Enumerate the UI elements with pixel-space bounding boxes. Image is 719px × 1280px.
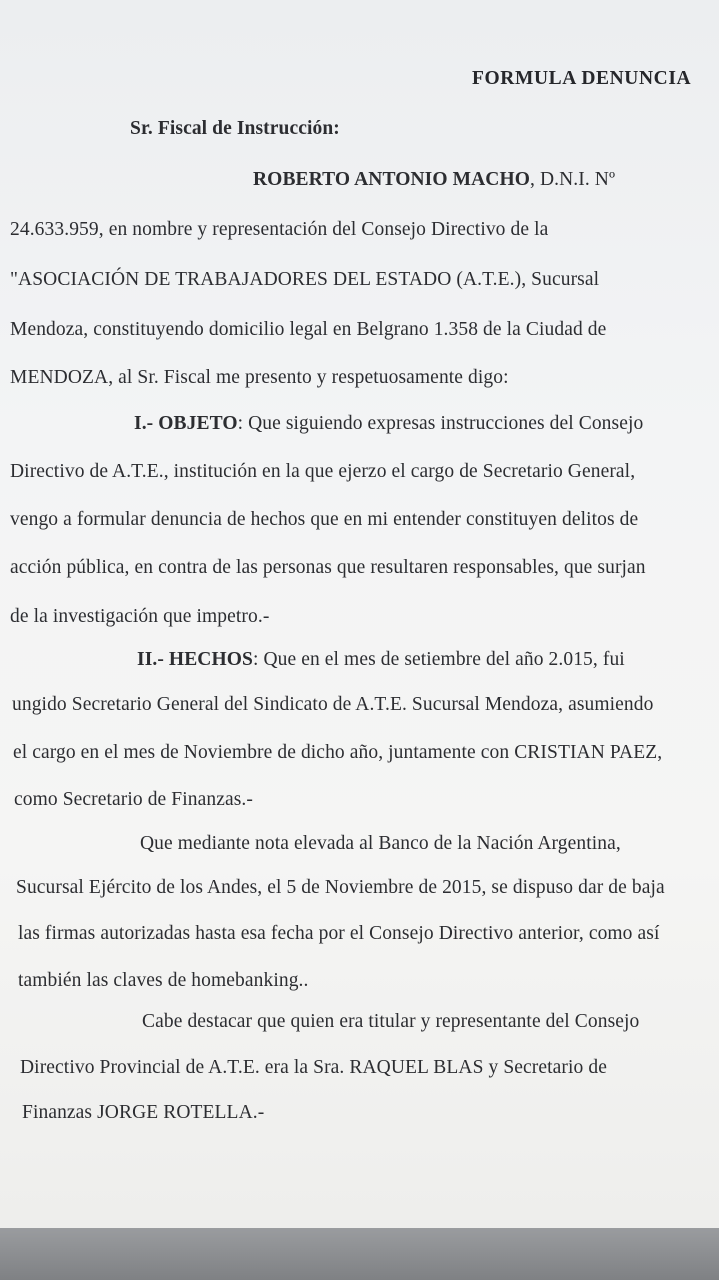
- section-hechos-line: ungido Secretario General del Sindicato de A.T.E. Sucursal Mendoza, asumiendo: [12, 694, 654, 715]
- complainant-name: ROBERTO ANTONIO MACHO: [253, 169, 530, 190]
- paragraph-titular-line: Cabe destacar que quien era titular y representante del Consejo: [142, 1011, 640, 1032]
- paragraph-titular-line: Finanzas JORGE ROTELLA.-: [22, 1102, 265, 1123]
- intro-first-line: [253, 168, 615, 192]
- section-objeto-first-line: [134, 412, 643, 436]
- document-title: FORMULA DENUNCIA: [472, 68, 692, 89]
- intro-line: 24.633.959, en nombre y representación del Consejo Directivo de la: [10, 219, 549, 240]
- section-hechos-text: : Que en el mes de setiembre del año 2.015, fui: [252, 649, 625, 670]
- section-objeto-line: de la investigación que impetro.-: [10, 606, 270, 627]
- section-objeto-line: acción pública, en contra de las personas que resultaren responsables, que surjan: [10, 557, 646, 578]
- intro-line: MENDOZA, al Sr. Fiscal me presento y respetuosamente digo:: [10, 367, 509, 388]
- section-objeto-text: : Que siguiendo expresas instrucciones del Consejo: [237, 413, 644, 434]
- intro-line: "ASOCIACIÓN DE TRABAJADORES DEL ESTADO (A.T.E.), Sucursal: [10, 269, 600, 290]
- section-objeto-heading: I.- OBJETO: [134, 413, 238, 434]
- desk-surface: [0, 1228, 719, 1280]
- section-objeto-line: vengo a formular denuncia de hechos que en mi entender constituyen delitos de: [10, 509, 639, 530]
- paragraph-banco-line: las firmas autorizadas hasta esa fecha por el Consejo Directivo anterior, como así: [18, 923, 660, 944]
- section-hechos-line: el cargo en el mes de Noviembre de dicho año, juntamente con CRISTIAN PAEZ,: [13, 742, 663, 763]
- section-hechos-heading: II.- HECHOS: [137, 649, 253, 670]
- section-hechos-line: como Secretario de Finanzas.-: [14, 789, 253, 810]
- paragraph-banco-line: Que mediante nota elevada al Banco de la Nación Argentina,: [140, 833, 621, 854]
- dni-label: , D.N.I. Nº: [530, 169, 616, 190]
- intro-line: Mendoza, constituyendo domicilio legal en Belgrano 1.358 de la Ciudad de: [10, 319, 607, 340]
- paragraph-titular-line: Directivo Provincial de A.T.E. era la Sra. RAQUEL BLAS y Secretario de: [20, 1057, 607, 1078]
- section-objeto-line: Directivo de A.T.E., institución en la que ejerzo el cargo de Secretario General,: [10, 461, 636, 482]
- paragraph-banco-line: también las claves de homebanking..: [18, 970, 309, 991]
- paragraph-banco-line: Sucursal Ejército de los Andes, el 5 de Noviembre de 2015, se dispuso dar de baja: [16, 877, 665, 898]
- section-hechos-first-line: [137, 648, 625, 672]
- salutation: Sr. Fiscal de Instrucción:: [130, 118, 340, 139]
